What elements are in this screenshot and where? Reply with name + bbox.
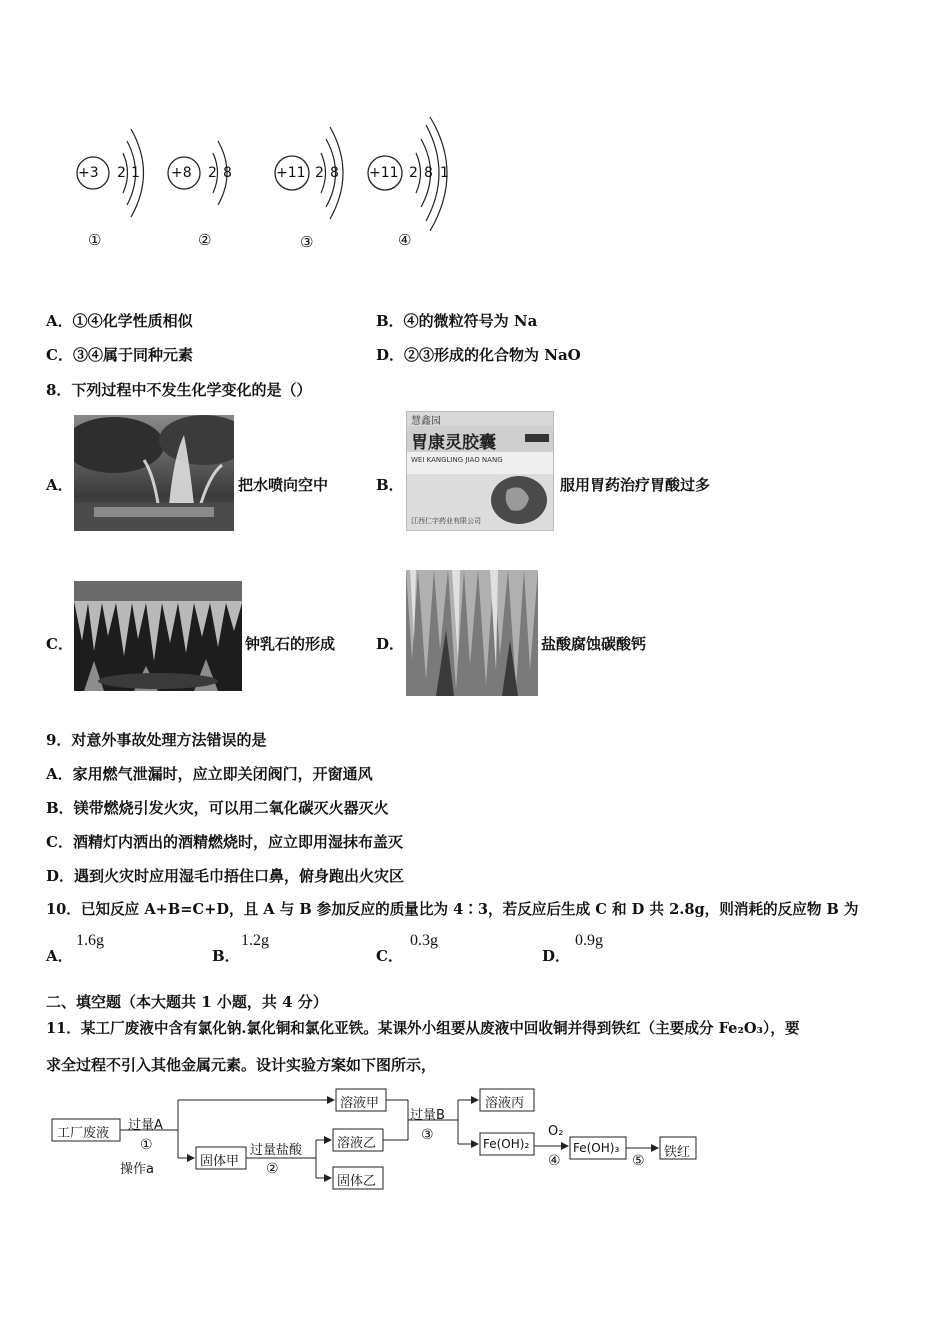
atom-2-label: ② bbox=[198, 231, 212, 249]
flow-feoh3: Fe(OH)₃ bbox=[573, 1141, 620, 1155]
atom-4-shell-2: 8 bbox=[424, 165, 433, 181]
flow-iron-red: 铁红 bbox=[664, 1145, 691, 1160]
q9-option-b: B．镁带燃烧引发火灾，可以用二氧化碳灭火器灭火 bbox=[46, 799, 389, 817]
atom-1-nucleus: +3 bbox=[78, 165, 99, 181]
flow-solution-jia: 溶液甲 bbox=[340, 1096, 380, 1111]
flow-excess-a: 过量A bbox=[128, 1118, 163, 1133]
fountain-photo bbox=[74, 415, 234, 531]
q8-a-letter: A． bbox=[46, 476, 73, 494]
q8-d-text: 盐酸腐蚀碳酸钙 bbox=[541, 635, 647, 653]
q10-b-letter: B． bbox=[212, 947, 240, 965]
flow-operation-a: 操作a bbox=[120, 1162, 154, 1177]
q8-d-letter: D． bbox=[376, 635, 405, 653]
atom-4-label: ④ bbox=[398, 231, 412, 249]
q10-a-value: 1.6g bbox=[76, 932, 104, 949]
q7-option-d: D．②③形成的化合物为 NaO bbox=[376, 346, 581, 364]
atom-3-shell-2: 8 bbox=[330, 165, 339, 181]
flow-solution-bing: 溶液丙 bbox=[485, 1096, 525, 1111]
cave-formation-photo bbox=[406, 570, 538, 696]
q10-c-value: 0.3g bbox=[410, 932, 438, 949]
flow-excess-hcl: 过量盐酸 bbox=[250, 1143, 303, 1158]
q8-b-letter: B． bbox=[376, 476, 404, 494]
atom-4-shell-3: 1 bbox=[440, 165, 449, 181]
atom-2-shell-1: 2 bbox=[208, 165, 217, 181]
q10-b-value: 1.2g bbox=[241, 932, 269, 949]
q10-d-letter: D． bbox=[542, 947, 571, 965]
q9-option-c: C．酒精灯内洒出的酒精燃烧时，应立即用湿抹布盖灭 bbox=[46, 833, 403, 851]
q7-option-b: B．④的微粒符号为 Na bbox=[376, 312, 538, 330]
medicine-title: 胃康灵胶囊 bbox=[411, 433, 496, 453]
q9-option-d: D．遇到火灾时应用湿毛巾捂住口鼻，俯身跑出火灾区 bbox=[46, 867, 405, 885]
flow-solid-jia: 固体甲 bbox=[200, 1154, 240, 1169]
stalactite-cave-photo bbox=[74, 581, 242, 691]
flow-step-5: ⑤ bbox=[632, 1153, 645, 1169]
q10-stem: 10．已知反应 A+B=C+D，且 A 与 B 参加反应的质量比为 4∶3，若反应后生成 C 和 D 共 2.8g，则消耗的反应物 B 为 bbox=[46, 901, 859, 918]
q8-stem: 8．下列过程中不发生化学变化的是（） bbox=[46, 381, 312, 399]
flow-solid-yi: 固体乙 bbox=[337, 1174, 377, 1189]
q8-c-letter: C． bbox=[46, 635, 73, 653]
flow-excess-b: 过量B bbox=[410, 1108, 445, 1123]
flow-step-2: ② bbox=[266, 1161, 279, 1177]
atom-2-shell-2: 8 bbox=[223, 165, 232, 181]
medicine-pinyin: WEI KANGLING JIAO NANG bbox=[411, 456, 503, 464]
medicine-box-photo bbox=[406, 411, 554, 531]
atom-3-label: ③ bbox=[300, 233, 314, 251]
flow-solution-yi: 溶液乙 bbox=[337, 1136, 377, 1151]
q8-c-text: 钟乳石的形成 bbox=[245, 635, 336, 653]
atom-4-shell-1: 2 bbox=[409, 165, 418, 181]
atom-1-label: ① bbox=[88, 231, 102, 249]
atom-1-shell-1: 2 bbox=[117, 165, 126, 181]
flow-waste-box: 工厂废液 bbox=[57, 1126, 110, 1141]
q11-stem-line-2: 求全过程不引入其他金属元素。设计实验方案如下图所示， bbox=[46, 1056, 437, 1074]
flow-step-1: ① bbox=[140, 1137, 153, 1153]
atom-2-nucleus: +8 bbox=[171, 165, 192, 181]
q8-b-text: 服用胃药治疗胃酸过多 bbox=[560, 476, 711, 494]
atom-3-nucleus: +11 bbox=[276, 165, 306, 181]
q7-option-a: A．①④化学性质相似 bbox=[46, 312, 193, 330]
q9-stem: 9．对意外事故处理方法错误的是 bbox=[46, 731, 267, 749]
atom-1-shell-2: 1 bbox=[131, 165, 140, 181]
flow-step-4: ④ bbox=[548, 1153, 561, 1169]
atom-4-nucleus: +11 bbox=[369, 165, 399, 181]
medicine-company: 江西仁宇药业有限公司 bbox=[411, 517, 481, 525]
q9-option-a: A．家用燃气泄漏时，应立即关闭阀门，开窗通风 bbox=[46, 765, 373, 783]
q7-option-c: C．③④属于同种元素 bbox=[46, 346, 193, 364]
q10-d-value: 0.9g bbox=[575, 932, 603, 949]
flow-feoh2: Fe(OH)₂ bbox=[483, 1137, 530, 1151]
q8-a-text: 把水喷向空中 bbox=[238, 476, 329, 494]
atom-3-shell-1: 2 bbox=[315, 165, 324, 181]
q10-c-letter: C． bbox=[376, 947, 403, 965]
flow-o2: O₂ bbox=[548, 1124, 564, 1139]
atom-structure-diagrams bbox=[60, 115, 480, 260]
medicine-brand: 慧鑫园 bbox=[411, 416, 441, 427]
q10-a-letter: A． bbox=[46, 947, 73, 965]
section-2-heading: 二、填空题（本大题共 1 小题，共 4 分） bbox=[46, 993, 328, 1011]
q11-stem-line-1: 11．某工厂废液中含有氯化钠.氯化铜和氯化亚铁。某课外小组要从废液中回收铜并得到铁红（主要成分 Fe₂O₃），要 bbox=[46, 1020, 800, 1037]
flow-step-3: ③ bbox=[421, 1127, 434, 1143]
